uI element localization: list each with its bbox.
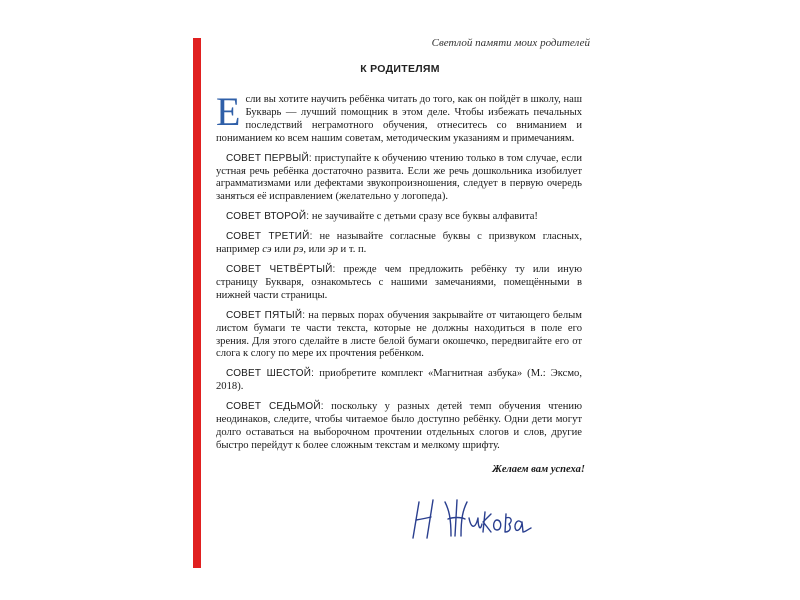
red-margin-bar	[193, 38, 201, 568]
tip-label: СОВЕТ ПЕРВЫЙ:	[226, 152, 312, 164]
example-syllable: рэ	[293, 244, 304, 256]
closing-wish: Желаем вам успеха!	[492, 464, 585, 475]
tip-text-end: и т. п.	[337, 244, 367, 256]
tip-2	[216, 211, 582, 224]
handwritten-signature	[405, 488, 535, 548]
tip-label: СОВЕТ ТРЕТИЙ:	[226, 231, 313, 243]
tip-label: СОВЕТ ЧЕТВЁРТЫЙ:	[226, 263, 336, 275]
intro-text: сли вы хотите научить ребёнка читать до того, как он пойдёт в школу, наш Букварь — лучший помощник в этом деле. Чтобы избежать печальных последствий неграмотного обучения, отнеситесь со вниманием и пониманием ко всем нашим советам, методическим указаниям и примечаниям.	[216, 94, 582, 144]
drop-cap: Е	[216, 89, 241, 134]
tip-text: не называйте согласные буквы с призвуком гласных, например	[216, 231, 582, 256]
body-text	[216, 89, 582, 460]
tip-text: прежде чем предложить ребёнку ту или иную страницу Букваря, ознакомьтесь с нашими замечаниями, помещёнными в нижней части страницы.	[216, 263, 582, 301]
tip-label: СОВЕТ ШЕСТОЙ:	[226, 368, 315, 380]
tip-label: СОВЕТ СЕДЬМОЙ:	[226, 401, 324, 413]
tip-3	[216, 231, 582, 257]
tip-6	[216, 368, 582, 394]
tip-label: СОВЕТ ВТОРОЙ:	[226, 211, 310, 223]
tip-1	[216, 153, 582, 205]
tip-text: на первых порах обучения закрывайте от читающего белым листом бумаги те части текста, которые не должны находиться в поле его зрения. Для этого сделайте в листе белой бумаги окошечко, передвигайте его от слога к слогу по мере их прочтения ребёнком.	[216, 309, 582, 360]
tip-text: поскольку у разных детей темп обучения чтению неодинаков, следите, чтобы читаемое было доступно ребёнку. Одни дети могут долго оставаться на выборочном прочтении отдельных слогов и слов, другие быстро перейдут к более сложным текстам и мелкому шрифту.	[216, 401, 582, 451]
tip-text-connector: или	[271, 244, 294, 256]
intro-paragraph	[216, 89, 582, 146]
page-title: К РОДИТЕЛЯМ	[360, 63, 440, 75]
tip-text-connector: , или	[303, 244, 328, 256]
tip-7	[216, 401, 582, 453]
tip-text: приобретите комплект «Магнитная азбука» (М.: Эксмо, 2018).	[216, 368, 582, 393]
tip-text: приступайте к обучению чтению только в том случае, если устная речь ребёнка достаточно развита. Если же речь дошкольника изобилует аграмматизмами или дефектами звукопроизношения, следует в первую очередь заняться её исправлением (желательно у логопеда).	[216, 152, 582, 203]
tip-4	[216, 264, 582, 303]
example-syllable: сэ	[262, 244, 272, 256]
dedication: Светлой памяти моих родителей	[431, 37, 590, 49]
tip-5	[216, 310, 582, 362]
tip-label: СОВЕТ ПЯТЫЙ:	[226, 309, 306, 321]
tip-text: не заучивайте с детьми сразу все буквы алфавита!	[309, 211, 538, 223]
example-syllable: эр	[327, 244, 338, 256]
